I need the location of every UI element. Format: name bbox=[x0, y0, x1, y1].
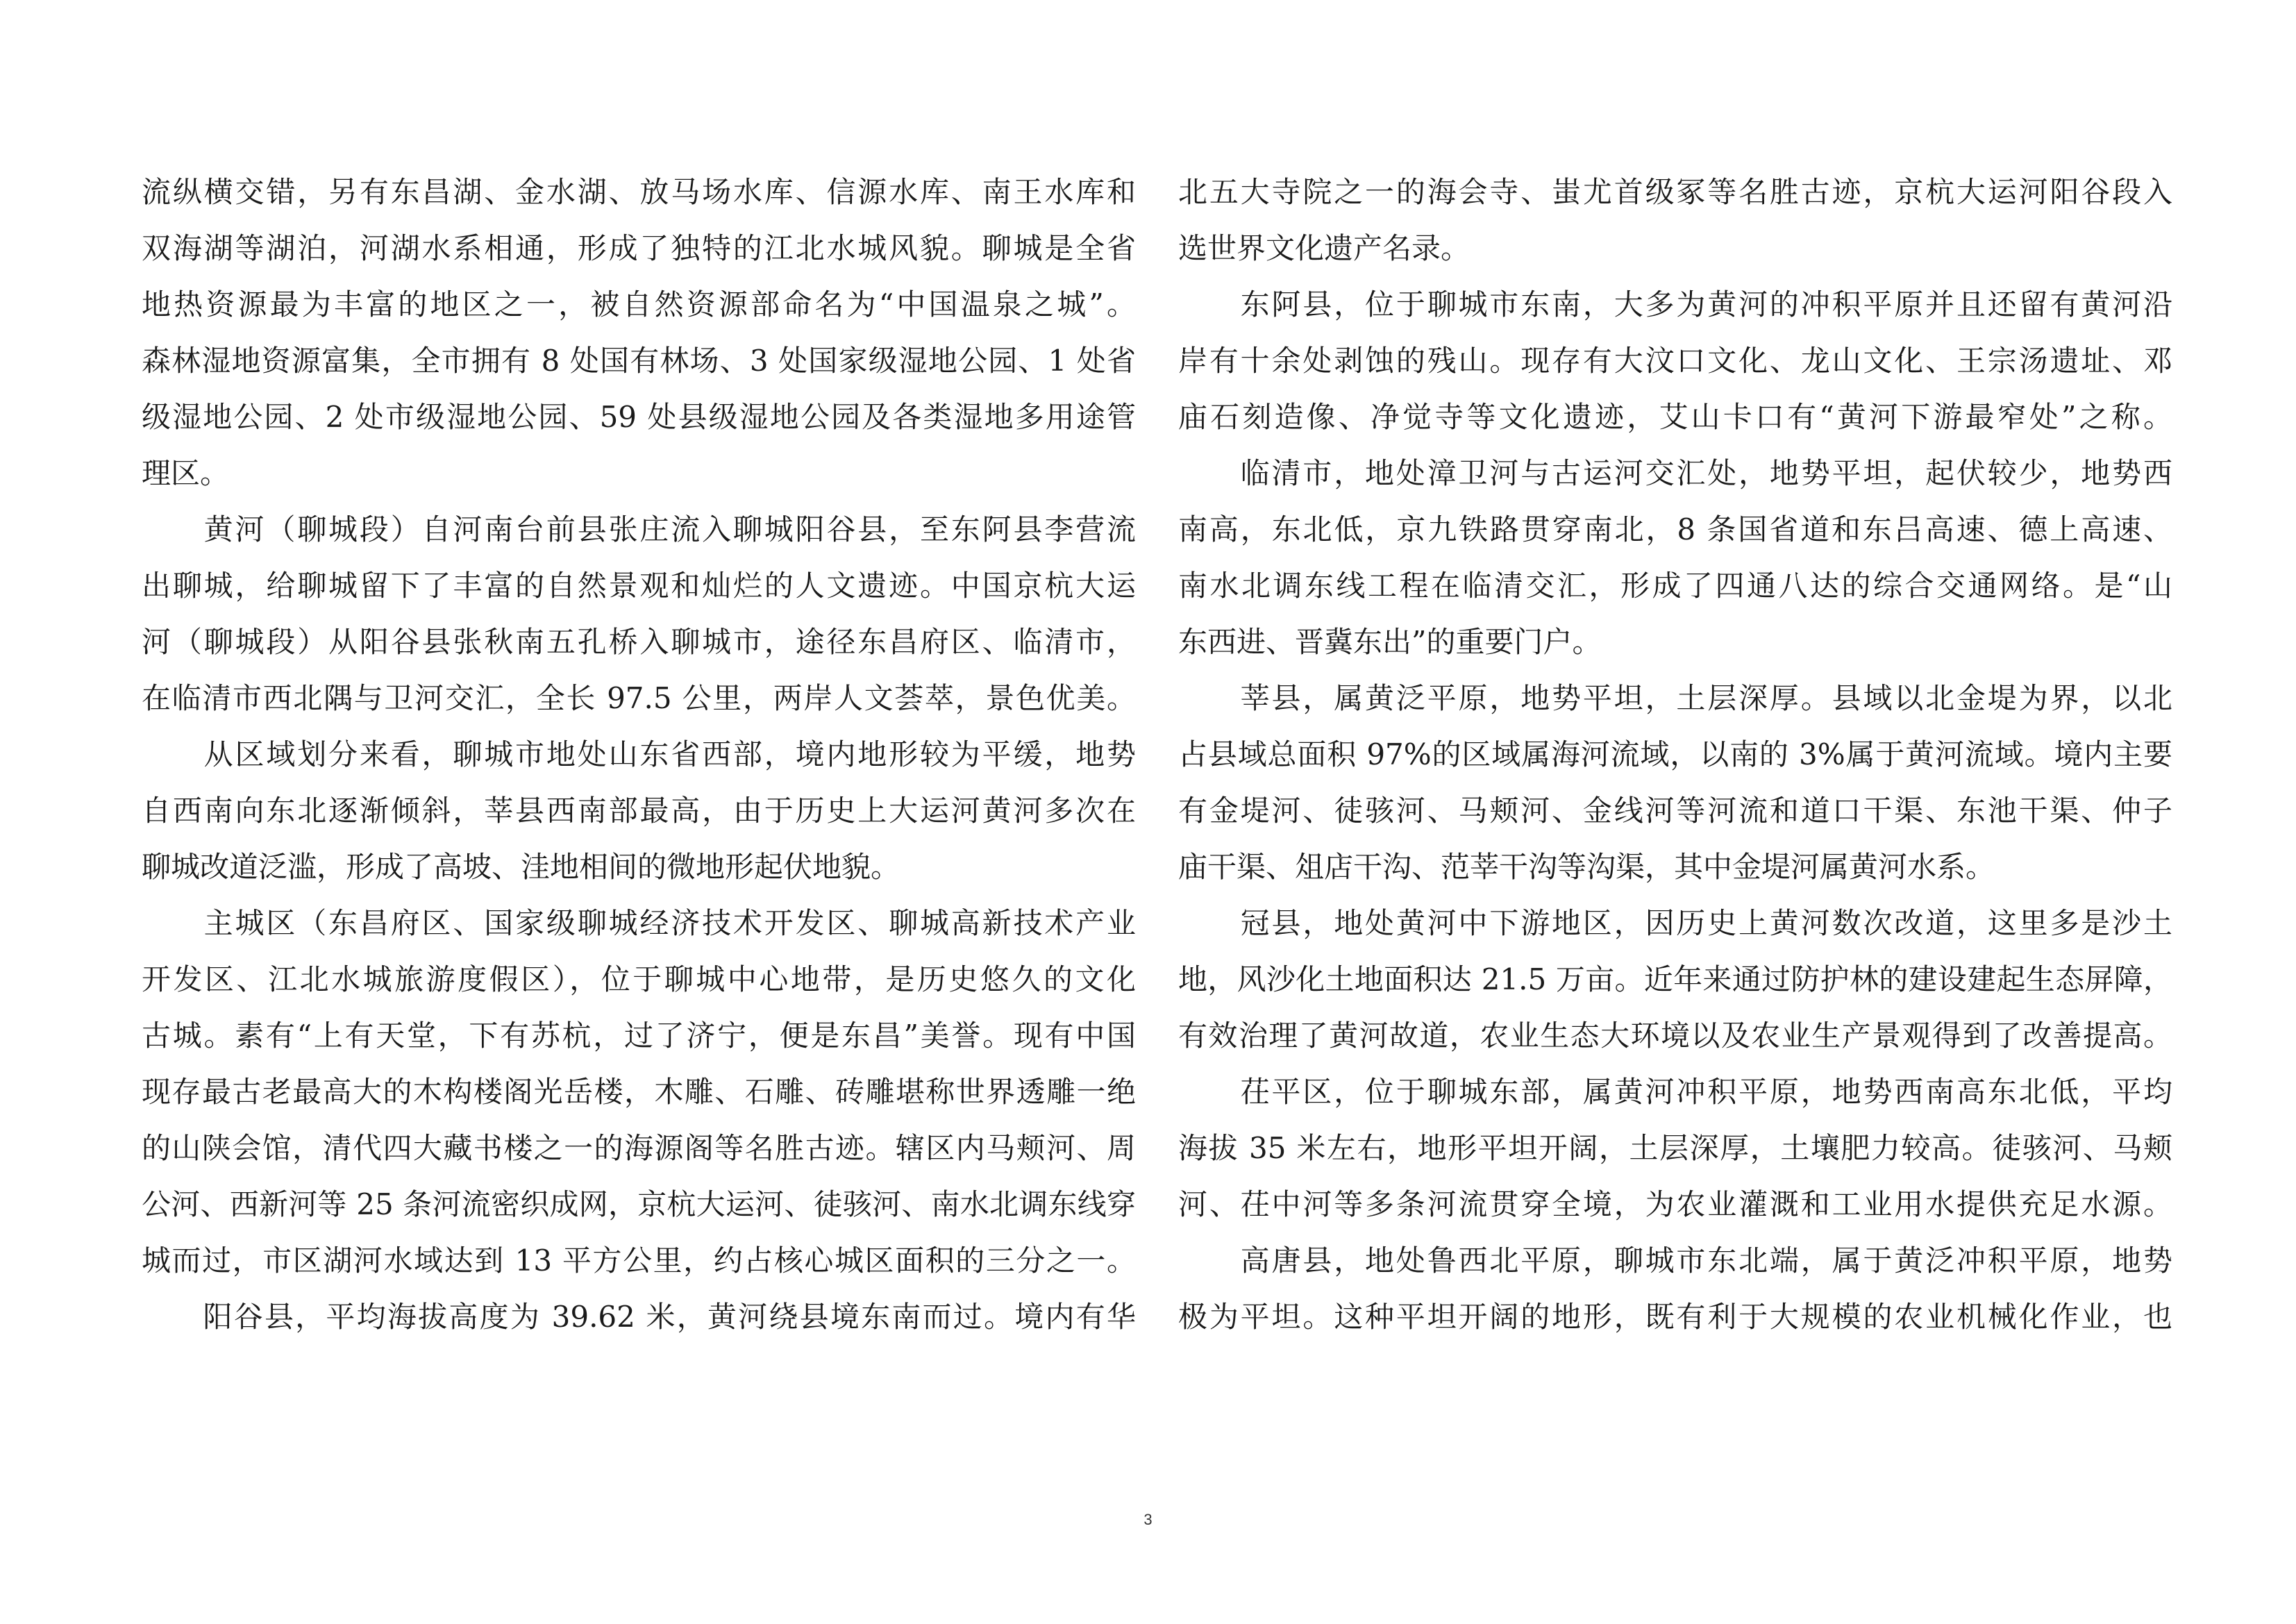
text-line: 黄河（聊城段）自河南台前县张庄流入聊城阳谷县，至东阿县李营流 bbox=[142, 512, 1136, 546]
text-line: 古城。素有“上有天堂，下有苏杭，过了济宁，便是东昌”美誉。现有中国 bbox=[142, 1019, 1136, 1053]
text-line: 岸有十余处剥蚀的残山。现存有大汶口文化、龙山文化、王宗汤遗址、邓 bbox=[1178, 344, 2172, 378]
text-line: 双海湖等湖泊，河湖水系相通，形成了独特的江北水城风貌。聊城是全省 bbox=[142, 231, 1136, 265]
left-text-column bbox=[142, 164, 1136, 1345]
text-line: 理区。 bbox=[142, 456, 230, 490]
text-line: 主城区（东昌府区、国家级聊城经济技术开发区、聊城高新技术产业 bbox=[142, 906, 1136, 940]
text-line: 海拔 35 米左右，地形平坦开阔，土层深厚，土壤肥力较高。徒骇河、马颊 bbox=[1178, 1131, 2172, 1165]
text-line: 公河、西新河等 25 条河流密织成网，京杭大运河、徒骇河、南水北调东线穿 bbox=[142, 1187, 1136, 1221]
text-line: 占县域总面积 97%的区域属海河流域，以南的 3%属于黄河流域。境内主要 bbox=[1178, 737, 2172, 771]
text-line: 自西南向东北逐渐倾斜，莘县西南部最高，由于历史上大运河黄河多次在 bbox=[142, 794, 1136, 828]
text-line: 流纵横交错，另有东昌湖、金水湖、放马场水库、信源水库、南王水库和 bbox=[142, 175, 1136, 209]
text-line: 高唐县，地处鲁西北平原，聊城市东北端，属于黄泛冲积平原，地势 bbox=[1178, 1244, 2172, 1278]
page-number: 3 bbox=[1143, 1511, 1153, 1528]
text-line: 冠县，地处黄河中下游地区，因历史上黄河数次改道，这里多是沙土 bbox=[1178, 906, 2172, 940]
text-line: 庙石刻造像、净觉寺等文化遗迹，艾山卡口有“黄河下游最窄处”之称。 bbox=[1178, 400, 2172, 434]
text-line: 聊城改道泛滥，形成了高坡、洼地相间的微地形起伏地貌。 bbox=[142, 850, 900, 884]
text-line: 从区域划分来看，聊城市地处山东省西部，境内地形较为平缓，地势 bbox=[142, 737, 1136, 771]
text-line: 临清市，地处漳卫河与古运河交汇处，地势平坦，起伏较少，地势西 bbox=[1178, 456, 2172, 490]
text-line: 南高，东北低，京九铁路贯穿南北，8 条国省道和东吕高速、德上高速、 bbox=[1178, 512, 2172, 546]
text-line: 级湿地公园、2 处市级湿地公园、59 处县级湿地公园及各类湿地多用途管 bbox=[142, 400, 1136, 434]
text-line: 开发区、江北水城旅游度假区），位于聊城中心地带，是历史悠久的文化 bbox=[142, 962, 1136, 996]
text-line: 阳谷县，平均海拔高度为 39.62 米，黄河绕县境东南而过。境内有华 bbox=[142, 1300, 1136, 1334]
text-line: 极为平坦。这种平坦开阔的地形，既有利于大规模的农业机械化作业，也 bbox=[1178, 1300, 2172, 1334]
text-line: 地，风沙化土地面积达 21.5 万亩。近年来通过防护林的建设建起生态屏障， bbox=[1178, 962, 2172, 996]
text-line: 在临清市西北隅与卫河交汇，全长 97.5 公里，两岸人文荟萃，景色优美。 bbox=[142, 681, 1136, 715]
text-line: 东阿县，位于聊城市东南，大多为黄河的冲积平原并且还留有黄河沿 bbox=[1178, 287, 2172, 321]
text-line: 茌平区，位于聊城东部，属黄河冲积平原，地势西南高东北低，平均 bbox=[1178, 1075, 2172, 1109]
text-line: 出聊城，给聊城留下了丰富的自然景观和灿烂的人文遗迹。中国京杭大运 bbox=[142, 569, 1136, 603]
text-line: 现存最古老最高大的木构楼阁光岳楼，木雕、石雕、砖雕堪称世界透雕一绝 bbox=[142, 1075, 1136, 1109]
text-line: 城而过，市区湖河水域达到 13 平方公里，约占核心城区面积的三分之一。 bbox=[142, 1244, 1136, 1278]
text-line: 庙干渠、俎店干沟、范莘干沟等沟渠，其中金堤河属黄河水系。 bbox=[1178, 850, 1995, 884]
text-line: 河（聊城段）从阳谷县张秋南五孔桥入聊城市，途径东昌府区、临清市， bbox=[142, 625, 1136, 659]
text-line: 南水北调东线工程在临清交汇，形成了四通八达的综合交通网络。是“山 bbox=[1178, 569, 2172, 603]
text-line: 莘县，属黄泛平原，地势平坦，土层深厚。县域以北金堤为界，以北 bbox=[1178, 681, 2172, 715]
text-line: 河、茌中河等多条河流贯穿全境，为农业灌溉和工业用水提供充足水源。 bbox=[1178, 1187, 2172, 1221]
text-line: 的山陕会馆，清代四大藏书楼之一的海源阁等名胜古迹。辖区内马颊河、周 bbox=[142, 1131, 1136, 1165]
text-line: 东西进、晋冀东出”的重要门户。 bbox=[1178, 625, 1602, 659]
text-line: 有效治理了黄河故道，农业生态大环境以及农业生产景观得到了改善提高。 bbox=[1178, 1019, 2172, 1053]
text-line: 地热资源最为丰富的地区之一，被自然资源部命名为“中国温泉之城”。 bbox=[142, 287, 1136, 321]
right-text-column bbox=[1178, 164, 2172, 1345]
text-line: 森林湿地资源富集，全市拥有 8 处国有林场、3 处国家级湿地公园、1 处省 bbox=[142, 344, 1136, 378]
text-line: 有金堤河、徒骇河、马颊河、金线河等河流和道口干渠、东池干渠、仲子 bbox=[1178, 794, 2172, 828]
text-line: 北五大寺院之一的海会寺、蚩尤首级冢等名胜古迹，京杭大运河阳谷段入 bbox=[1178, 175, 2172, 209]
text-line: 选世界文化遗产名录。 bbox=[1178, 231, 1470, 265]
